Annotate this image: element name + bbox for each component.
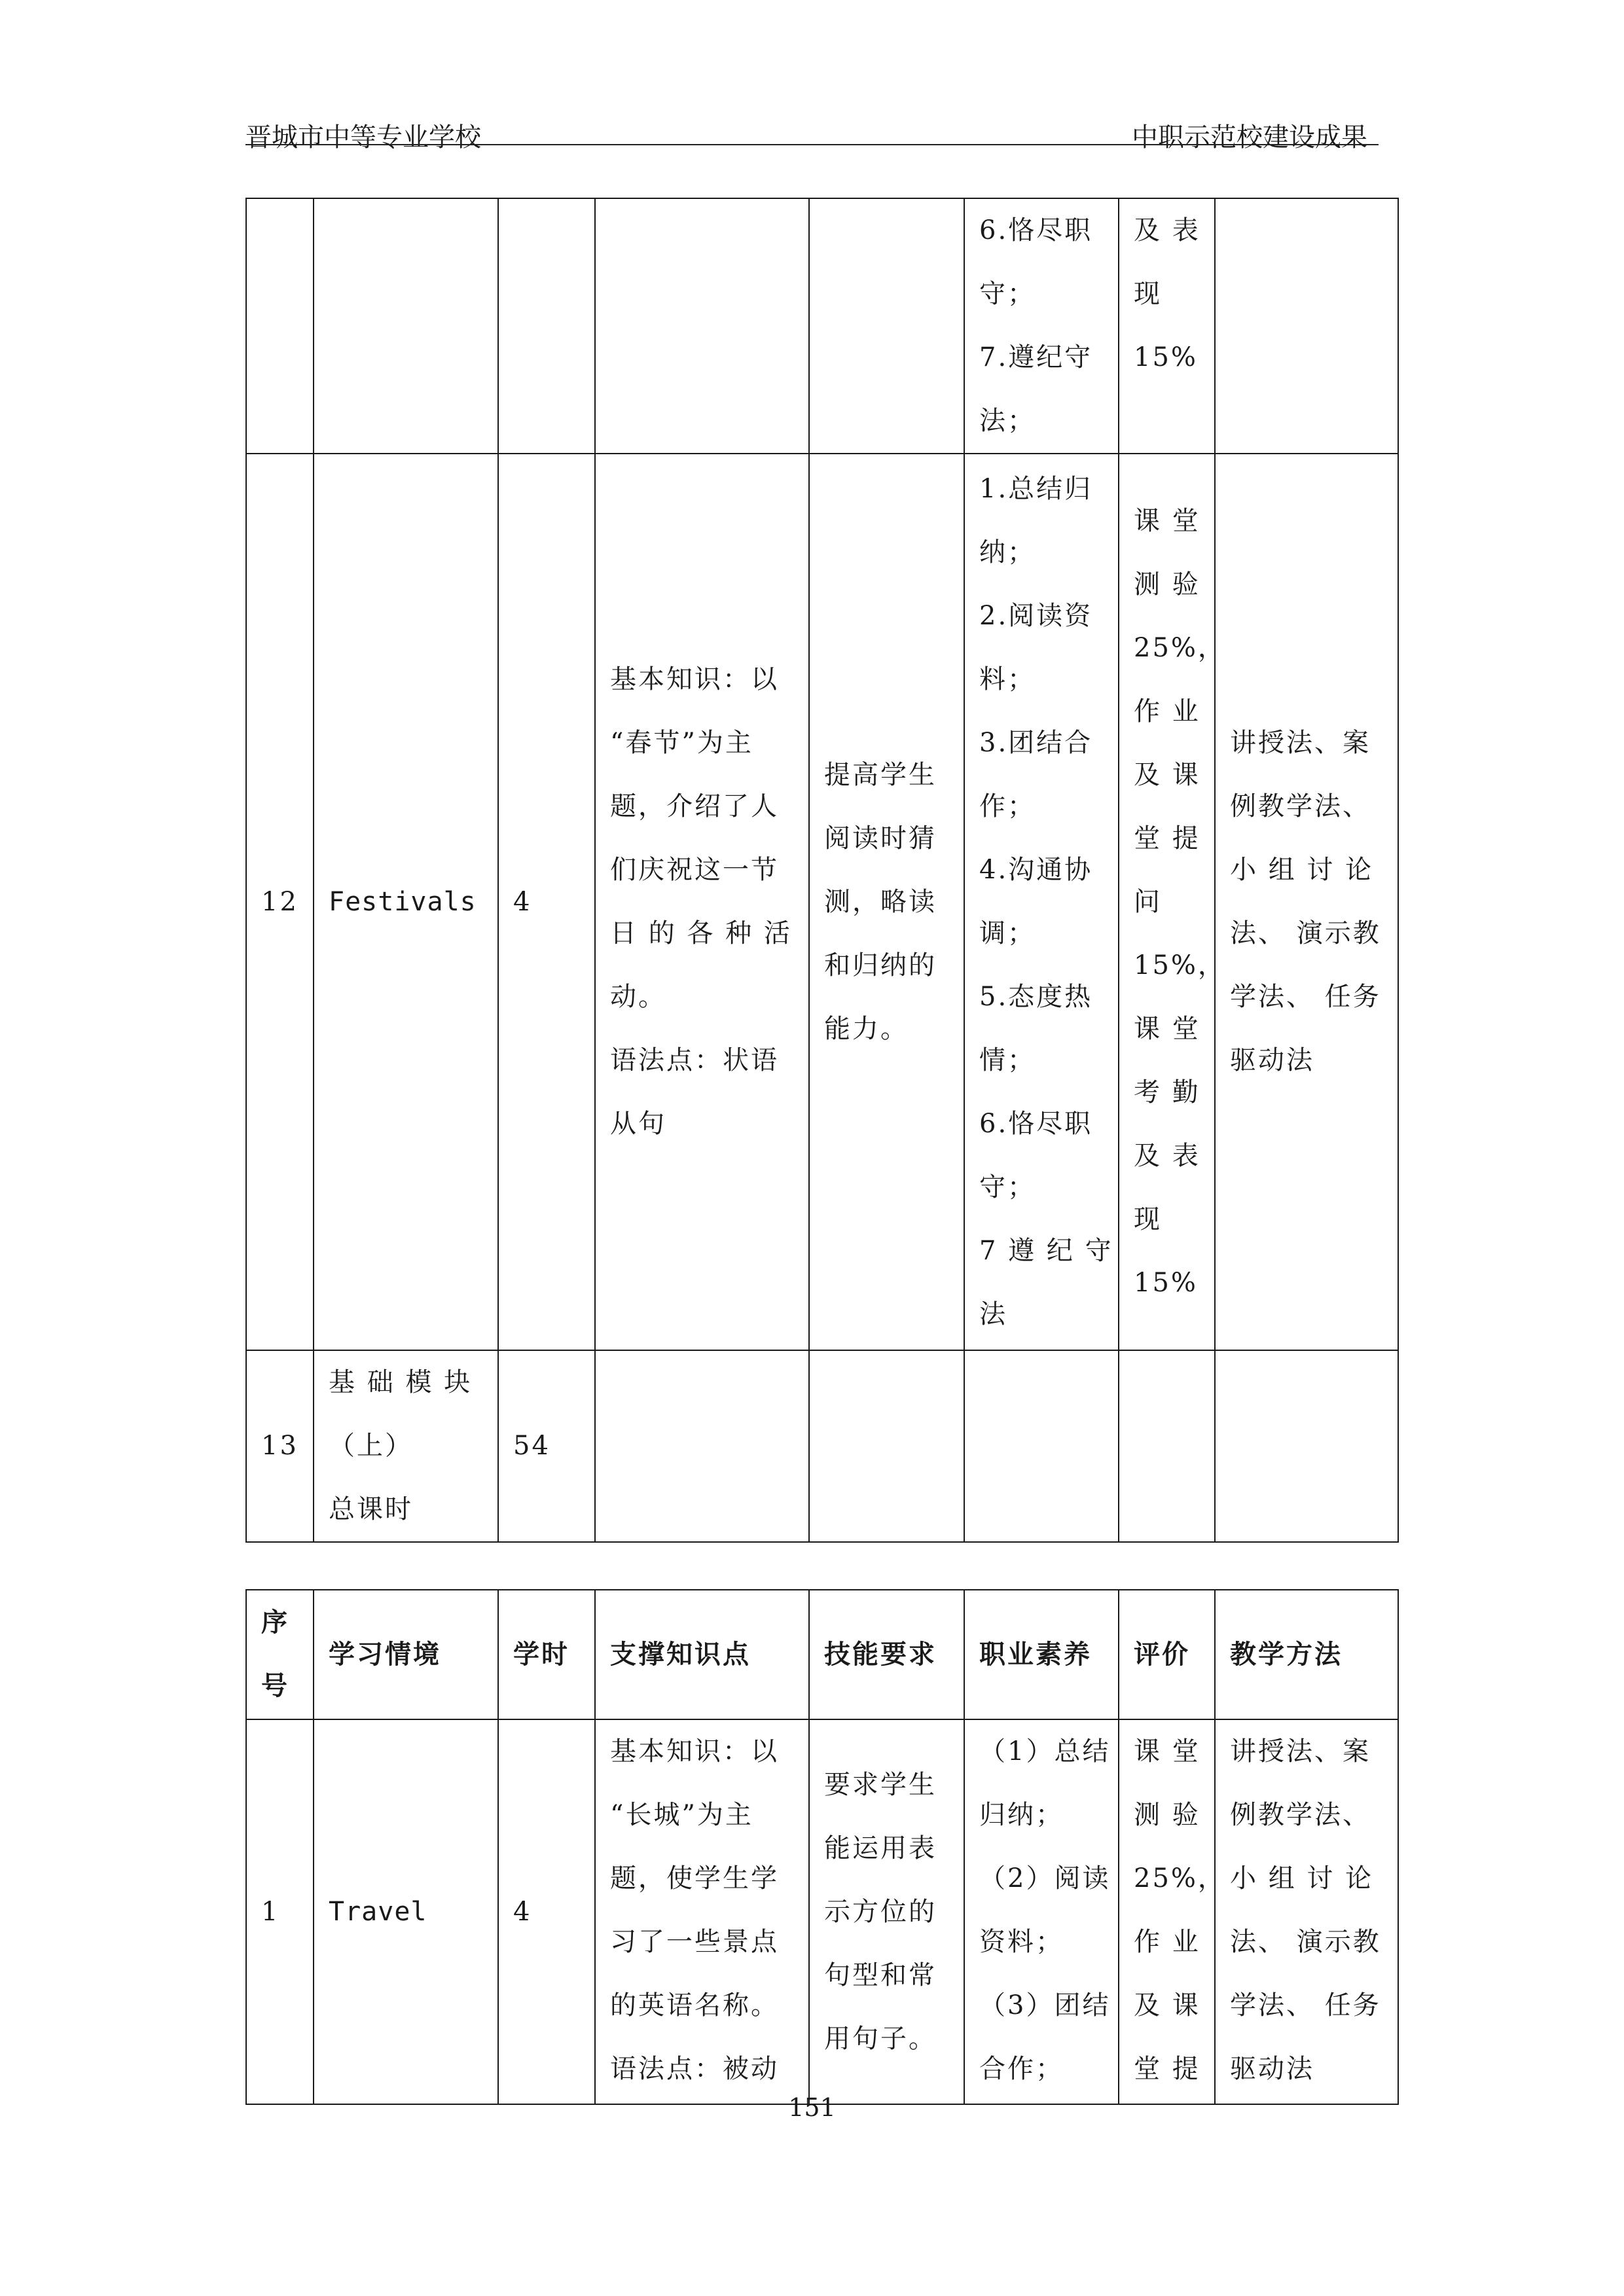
cell-knowledge: [595, 198, 809, 454]
cell-knowledge: 基本知识：以 “春节”为主 题，介绍了人 们庆祝这一节 日 的 各 种 活 动。 语法点：状语 从句: [595, 454, 809, 1350]
header-document-title: 中职示范校建设成果: [1132, 122, 1367, 152]
cell-skill: 要求学生 能运用表 示方位的 句型和常 用句子。: [809, 1719, 964, 2104]
header-eval: 评价: [1119, 1590, 1215, 1719]
table-row-13: [246, 1350, 1398, 1542]
cell-scene: [314, 198, 498, 454]
header-hours: 学时: [498, 1590, 595, 1719]
header-scene: 学习情境: [314, 1590, 498, 1719]
cell-skill: 提高学生 阅读时猜 测，略读 和归纳的 能力。: [809, 454, 964, 1350]
cell-knowledge: 基本知识：以 “长城”为主 题，使学生学 习了一些景点 的英语名称。 语法点：被动: [595, 1719, 809, 2104]
cell-hours: 4: [498, 1719, 595, 2104]
cell-method: 讲授法、案 例教学法、 小 组 讨 论 法、 演示教 学法、 任务 驱动法: [1215, 1719, 1398, 2104]
cell-eval: 课 堂 测 验 25%， 作 业 及 课 堂 提 问 15%， 课 堂 考 勤 及 表 现 15%: [1119, 454, 1215, 1350]
header-method: 教学方法: [1215, 1590, 1398, 1719]
cell-method: [1215, 1350, 1398, 1542]
cell-skill: [809, 198, 964, 454]
cell-quality: 6.恪尽职 守； 7.遵纪守 法；: [964, 198, 1119, 454]
cell-skill: [809, 1350, 964, 1542]
table-row-continued: [246, 198, 1398, 454]
cell-quality: [964, 1350, 1119, 1542]
header-school-name: 晋城市中等专业学校: [245, 122, 481, 152]
cell-method: 讲授法、案 例教学法、 小 组 讨 论 法、 演示教 学法、 任务 驱动法: [1215, 454, 1398, 1350]
header-skill: 技能要求: [809, 1590, 964, 1719]
header-knowledge: 支撑知识点: [595, 1590, 809, 1719]
page-number: 151: [788, 2093, 836, 2122]
table-row-12: [246, 454, 1398, 1350]
header-no: 序 号: [246, 1590, 314, 1719]
cell-knowledge: [595, 1350, 809, 1542]
cell-hours: 4: [498, 454, 595, 1350]
cell-scene: Travel: [314, 1719, 498, 2104]
cell-eval: [1119, 1350, 1215, 1542]
cell-no: 12: [246, 454, 314, 1350]
cell-no: [246, 198, 314, 454]
cell-scene: Festivals: [314, 454, 498, 1350]
cell-hours: [498, 198, 595, 454]
cell-method: [1215, 198, 1398, 454]
curriculum-table-module-2: [245, 1589, 1399, 2105]
curriculum-table-continued: [245, 198, 1399, 1543]
cell-eval: 课 堂 测 验 25%， 作 业 及 课 堂 提: [1119, 1719, 1215, 2104]
table-header-row: [246, 1590, 1398, 1719]
cell-hours: 54: [498, 1350, 595, 1542]
cell-eval: 及 表 现 15%: [1119, 198, 1215, 454]
cell-scene: 基 础 模 块 （上） 总课时: [314, 1350, 498, 1542]
cell-no: 1: [246, 1719, 314, 2104]
header-rule: [245, 144, 1379, 145]
cell-quality: （1）总结 归纳； （2）阅读 资料； （3）团结 合作；: [964, 1719, 1119, 2104]
cell-no: 13: [246, 1350, 314, 1542]
header-quality: 职业素养: [964, 1590, 1119, 1719]
cell-quality: 1.总结归 纳； 2.阅读资 料； 3.团结合 作； 4.沟通协 调； 5.态度热 情； 6.恪尽职 守； 7 遵 纪 守 法: [964, 454, 1119, 1350]
table-row-1: [246, 1719, 1398, 2104]
